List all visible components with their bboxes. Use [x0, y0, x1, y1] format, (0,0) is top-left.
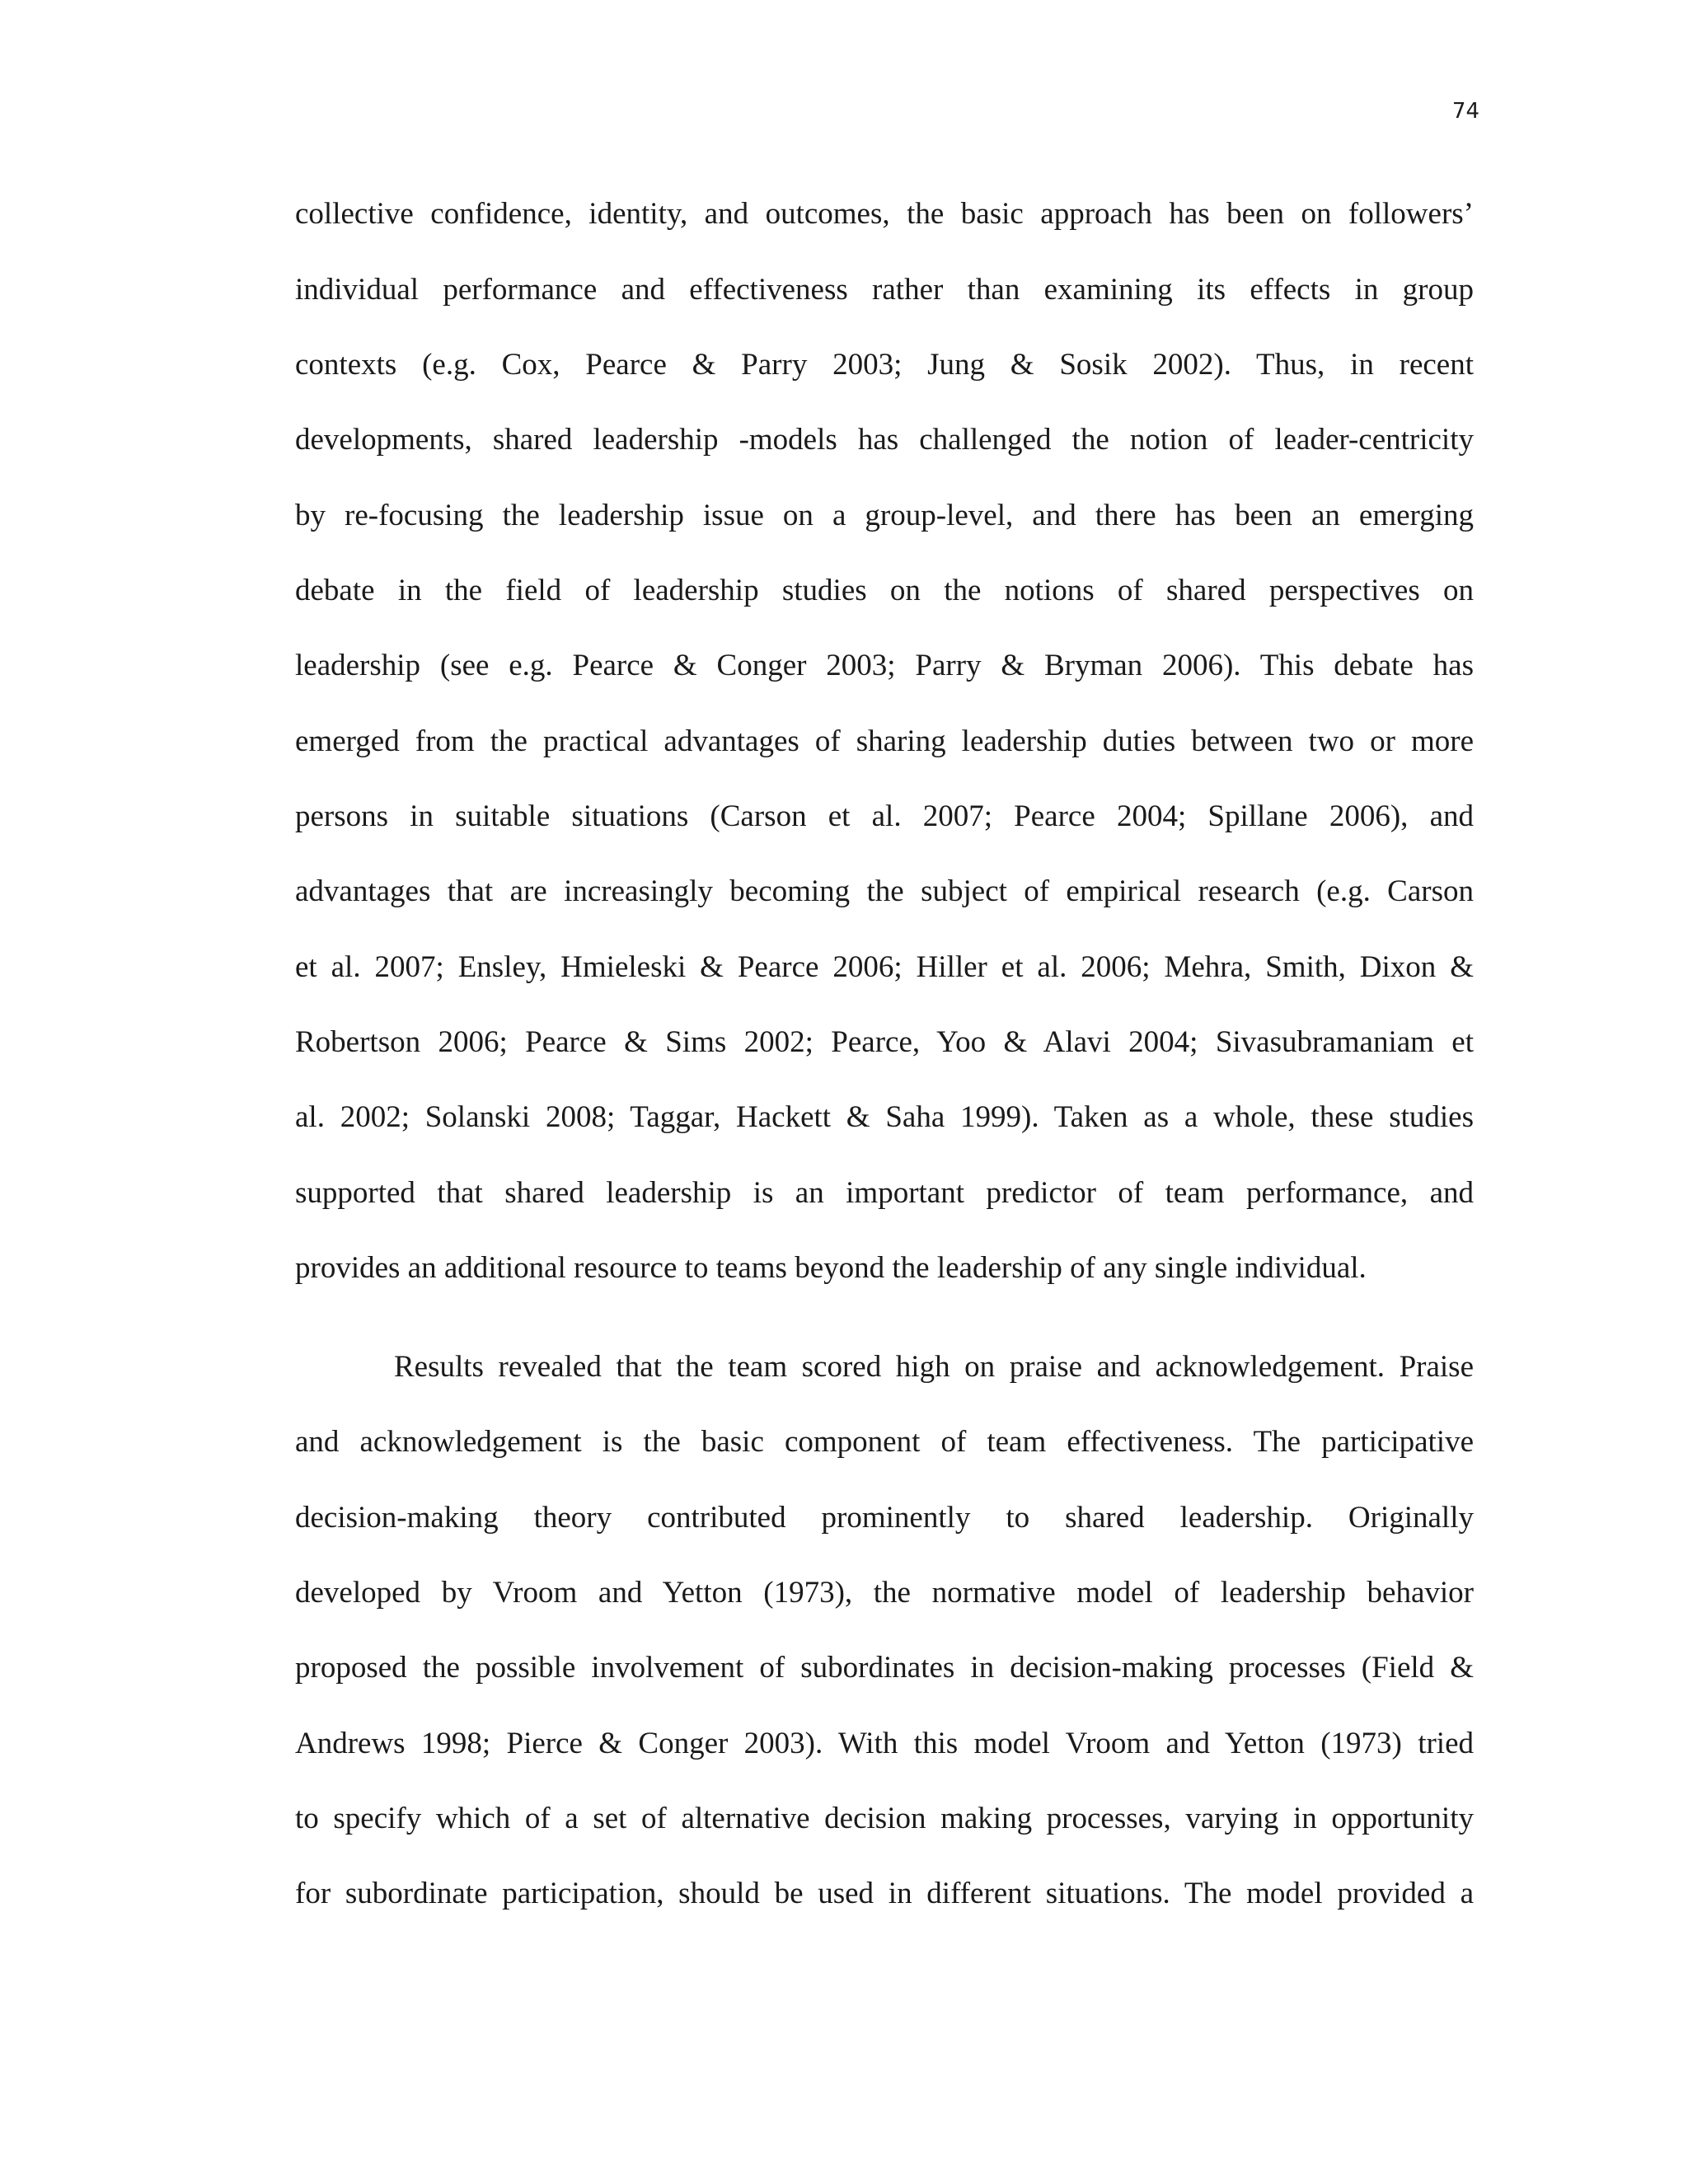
text-line: leadership (see e.g. Pearce & Conger 2003; Parry & Bryman 2006). This debate has — [295, 649, 1474, 682]
text-line: advantages that are increasingly becoming the subject of empirical research (e.g. Carson — [295, 874, 1474, 908]
text-line: for subordinate participation, should be used in different situations. The model provided a — [295, 1877, 1474, 1910]
text-line: debate in the field of leadership studies on the notions of shared perspectives on — [295, 574, 1474, 607]
text-line: Results revealed that the team scored high on praise and acknowledgement. Praise — [394, 1350, 1474, 1384]
text-line: developments, shared leadership -models has challenged the notion of leader-centricity — [295, 423, 1474, 457]
text-line: Robertson 2006; Pearce & Sims 2002; Pearce, Yoo & Alavi 2004; Sivasubramaniam et — [295, 1025, 1474, 1059]
text-line: by re-focusing the leadership issue on a group-level, and there has been an emerging — [295, 499, 1474, 532]
text-line: contexts (e.g. Cox, Pearce & Parry 2003; Jung & Sosik 2002). Thus, in recent — [295, 348, 1474, 382]
text-line: supported that shared leadership is an important predictor of team performance, and — [295, 1176, 1474, 1210]
text-line: developed by Vroom and Yetton (1973), the normative model of leadership behavior — [295, 1576, 1474, 1610]
text-line: and acknowledgement is the basic component of team effectiveness. The participative — [295, 1425, 1474, 1459]
text-line: et al. 2007; Ensley, Hmieleski & Pearce 2006; Hiller et al. 2006; Mehra, Smith, Dixon & — [295, 950, 1474, 984]
text-line: decision-making theory contributed prominently to shared leadership. Originally — [295, 1501, 1474, 1535]
text-line: emerged from the practical advantages of sharing leadership duties between two or more — [295, 724, 1474, 758]
text-line: proposed the possible involvement of subordinates in decision-making processes (Field & — [295, 1651, 1474, 1685]
text-line: provides an additional resource to teams beyond the leadership of any single individual. — [295, 1251, 1367, 1285]
text-line: al. 2002; Solanski 2008; Taggar, Hackett & Saha 1999). Taken as a whole, these studies — [295, 1100, 1474, 1134]
text-line: individual performance and effectiveness rather than examining its effects in group — [295, 273, 1474, 307]
text-line: persons in suitable situations (Carson et al. 2007; Pearce 2004; Spillane 2006), and — [295, 799, 1474, 833]
page-number: 74 — [1451, 99, 1479, 124]
text-line: collective confidence, identity, and outcomes, the basic approach has been on followers’ — [295, 197, 1474, 231]
text-line: to specify which of a set of alternative decision making processes, varying in opportunity — [295, 1802, 1474, 1835]
text-line: Andrews 1998; Pierce & Conger 2003). With this model Vroom and Yetton (1973) tried — [295, 1727, 1474, 1760]
